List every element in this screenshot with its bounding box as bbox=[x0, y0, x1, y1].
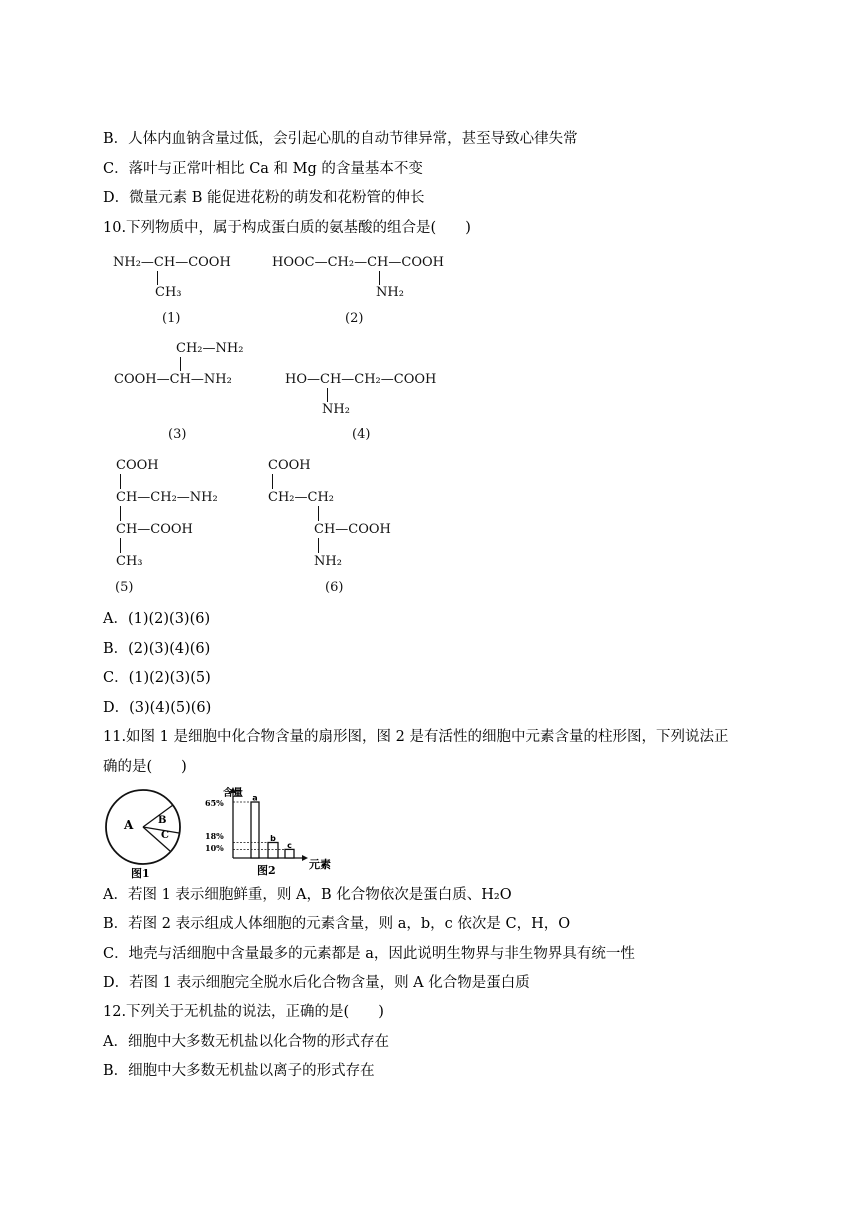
q10-option-d: D．(3)(4)(5)(6) bbox=[103, 700, 212, 716]
q11-option-b: B．若图 2 表示组成人体细胞的元素含量，则 a，b，c 依次是 C，H，O bbox=[103, 916, 571, 932]
figure-1-caption: 图1 bbox=[131, 867, 150, 880]
q10-option-b: B．(2)(3)(4)(6) bbox=[103, 641, 211, 657]
pie-label-b: B bbox=[158, 815, 167, 826]
molecule-5-row4: CH₃ bbox=[116, 554, 143, 569]
q9-option-c: C．落叶与正常叶相比 Ca 和 Mg 的含量基本不变 bbox=[103, 161, 423, 177]
bar-b bbox=[268, 842, 278, 858]
q11-option-d: D．若图 1 表示细胞完全脱水后化合物含量，则 A 化合物是蛋白质 bbox=[103, 975, 530, 991]
x-axis-label: 元素 bbox=[309, 858, 331, 871]
pie-label-a: A bbox=[124, 818, 134, 832]
bar-label-c: c bbox=[287, 840, 292, 850]
q12-option-b: B．细胞中大多数无机盐以离子的形式存在 bbox=[103, 1063, 375, 1079]
molecule-5-row2: CH—CH₂—NH₂ bbox=[116, 490, 218, 505]
molecule-3-main: COOH—CH—NH₂ bbox=[114, 372, 232, 387]
molecule-2-main: HOOC—CH₂—CH—COOH bbox=[272, 255, 444, 270]
figure-1-pie bbox=[100, 788, 190, 878]
q11-option-a: A．若图 1 表示细胞鲜重，则 A，B 化合物依次是蛋白质、H₂O bbox=[103, 887, 512, 903]
molecule-6-row2: CH₂—CH₂ bbox=[268, 490, 334, 505]
q12-option-a: A．细胞中大多数无机盐以化合物的形式存在 bbox=[103, 1034, 389, 1050]
q10-option-a: A．(1)(2)(3)(6) bbox=[103, 611, 211, 627]
figure-2-bar-chart bbox=[205, 786, 345, 880]
bar-c bbox=[285, 849, 294, 858]
y-axis-label: 含量 bbox=[223, 788, 243, 799]
molecule-1-label: (1) bbox=[162, 311, 181, 326]
bar-label-b: b bbox=[270, 833, 276, 843]
molecule-1-side: CH₃ bbox=[155, 285, 182, 300]
molecule-3-top: CH₂—NH₂ bbox=[176, 341, 244, 356]
y-tick-18: 18% bbox=[205, 831, 224, 841]
molecule-3-label: (3) bbox=[168, 427, 187, 442]
q10-stem: 10.下列物质中，属于构成蛋白质的氨基酸的组合是( ) bbox=[103, 220, 471, 236]
y-tick-10: 10% bbox=[205, 843, 224, 853]
figure-2-caption: 图2 bbox=[257, 864, 276, 877]
molecule-6-row1: COOH bbox=[268, 458, 311, 473]
q11-option-c: C．地壳与活细胞中含量最多的元素都是 a，因此说明生物界与非生物界具有统一性 bbox=[103, 946, 635, 962]
molecule-4-main: HO—CH—CH₂—COOH bbox=[285, 372, 437, 387]
molecule-2-side: NH₂ bbox=[376, 285, 404, 300]
molecule-6-label: (6) bbox=[325, 580, 344, 595]
bar-label-a: a bbox=[252, 793, 258, 803]
molecule-2-label: (2) bbox=[345, 311, 364, 326]
q11-stem-line2: 确的是( ) bbox=[103, 759, 187, 775]
molecule-6-row4: NH₂ bbox=[314, 554, 342, 569]
q12-stem: 12.下列关于无机盐的说法，正确的是( ) bbox=[103, 1004, 384, 1020]
molecule-4-side: NH₂ bbox=[322, 402, 350, 417]
molecule-6-row3: CH—COOH bbox=[314, 522, 391, 537]
molecule-4-label: (4) bbox=[352, 427, 371, 442]
y-tick-65: 65% bbox=[205, 798, 224, 808]
q11-stem-line1: 11.如图 1 是细胞中化合物含量的扇形图，图 2 是有活性的细胞中元素含量的柱形图，下列说法正 bbox=[103, 729, 729, 745]
q9-option-d: D．微量元素 B 能促进花粉的萌发和花粉管的伸长 bbox=[103, 190, 425, 206]
q10-option-c: C．(1)(2)(3)(5) bbox=[103, 670, 211, 686]
molecule-5-row3: CH—COOH bbox=[116, 522, 193, 537]
molecule-5-label: (5) bbox=[115, 580, 134, 595]
molecule-1-main: NH₂—CH—COOH bbox=[113, 255, 231, 270]
pie-label-c: C bbox=[161, 830, 169, 841]
q9-option-b: B．人体内血钠含量过低，会引起心肌的自动节律异常，甚至导致心律失常 bbox=[103, 131, 578, 147]
molecule-5-row1: COOH bbox=[116, 458, 159, 473]
